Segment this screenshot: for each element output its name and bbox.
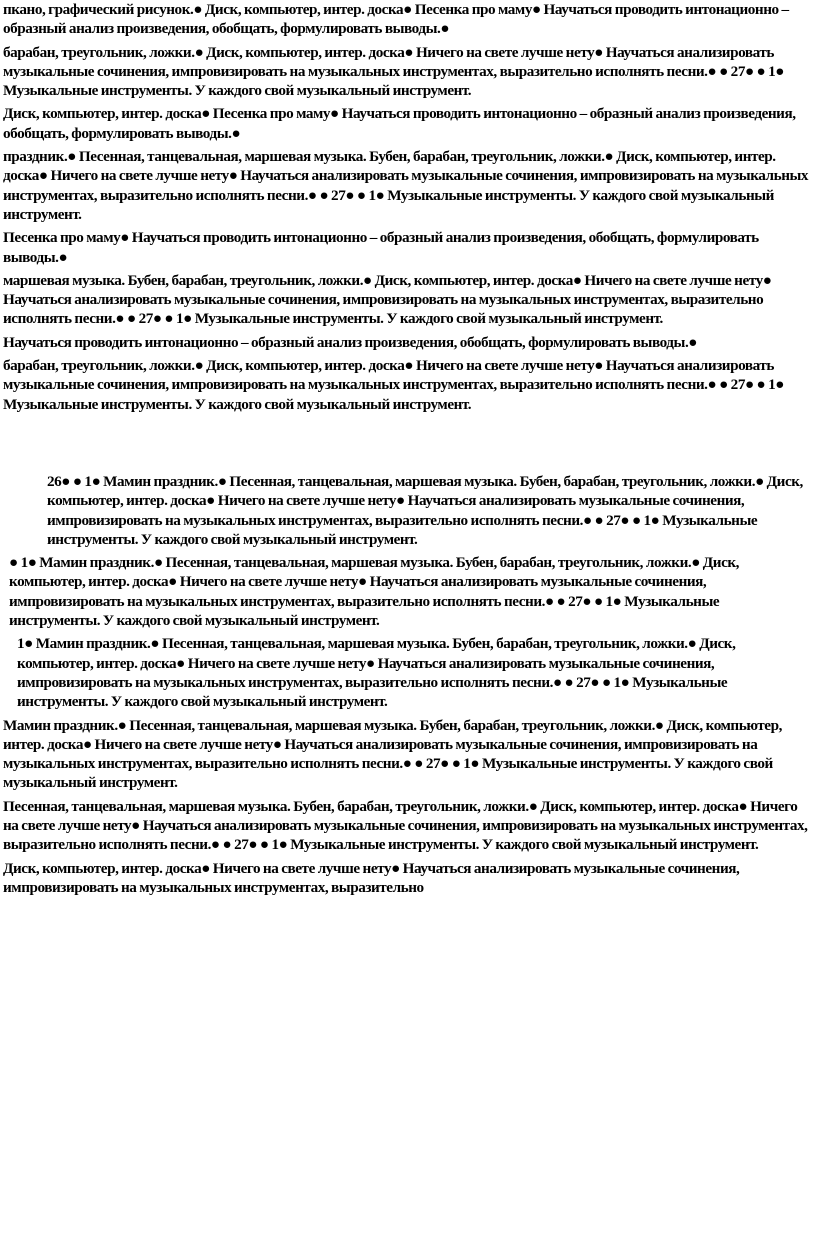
paragraph: Мамин праздник.● Песенная, танцевальная, маршевая музыка. Бубен, барабан, треугольник, ложки.● Диск, компьютер, интер. доска● Ничего на свете лучше нету● Научаться анализировать музыкальные сочинения, импровизировать на музыкальных инструментах, выразительно исполнять песни.● ● 27● ● 1● Музыкальные инструменты. У каждого свой музыкальный инструмент. (3, 716, 782, 792)
paragraph: Песенная, танцевальная, маршевая музыка. Бубен, барабан, треугольник, ложки.● Диск, компьютер, интер. доска● Ничего на свете лучше нету● Научаться анализировать музыкальные сочинения, импровизировать на музыкальных инструментах, выразительно исполнять песни.● ● 27● ● 1● Музыкальные инструменты. У каждого свой музыкальный инструмент. (3, 797, 808, 854)
paragraph: 1● Мамин праздник.● Песенная, танцевальная, маршевая музыка. Бубен, барабан, треугольник, ложки.● Диск, компьютер, интер. доска● Ничего на свете лучше нету● Научаться анализировать музыкальные сочинения, импровизировать на музыкальных инструментах, выразительно исполнять песни.● ● 27● ● 1● Музыкальные инструменты. У каждого свой музыкальный инструмент. (17, 635, 736, 711)
paragraph: ● 1● Мамин праздник.● Песенная, танцевальная, маршевая музыка. Бубен, барабан, треугольник, ложки.● Диск, компьютер, интер. доска● Ничего на свете лучше нету● Научаться анализировать музыкальные сочинения, импровизировать на музыкальных инструментах, выразительно исполнять песни.● ● 27● ● 1● Музыкальные инструменты. У каждого свой музыкальный инструмент. (9, 554, 740, 630)
paragraph: барабан, треугольник, ложки.● Диск, компьютер, интер. доска● Ничего на свете лучше нету● Научаться анализировать музыкальные сочинения, импровизировать на музыкальных инструментах, выразительно исполнять песни.● ● 27● ● 1● Музыкальные инструменты. У каждого свой музыкальный инструмент. (3, 357, 784, 413)
paragraph: маршевая музыка. Бубен, барабан, треугольник, ложки.● Диск, компьютер, интер. доска● Ничего на свете лучше нету● Научаться анализировать музыкальные сочинения, импровизировать на музыкальных инструментах, выразительно исполнять песни.● ● 27● ● 1● Музыкальные инструменты. У каждого свой музыкальный инструмент. (3, 271, 772, 328)
paragraph: барабан, треугольник, ложки.● Диск, компьютер, интер. доска● Ничего на свете лучше нету● Научаться анализировать музыкальные сочинения, импровизировать на музыкальных инструментах, выразительно исполнять песни.● ● 27● ● 1● Музыкальные инструменты. У каждого свой музыкальный инструмент. (3, 43, 784, 100)
paragraph: Научаться проводить интонационно – образный анализ произведения, обобщать, формулировать выводы.● (3, 333, 698, 351)
paragraph: Песенка про маму● Научаться проводить интонационно – образный анализ произведения, обобщать, формулировать выводы.● (3, 229, 759, 266)
paragraph: 26● ● 1● Мамин праздник.● Песенная, танцевальная, маршевая музыка. Бубен, барабан, треугольник, ложки.● Диск, компьютер, интер. доска● Ничего на свете лучше нету● Научаться анализировать музыкальные сочинения, импровизировать на музыкальных инструментах, выразительно исполнять песни.● ● 27● ● 1● Музыкальные инструменты. У каждого свой музыкальный инструмент. (47, 472, 803, 548)
paragraph: Диск, компьютер, интер. доска● Песенка про маму● Научаться проводить интонационно – образный анализ произведения, обобщать, формулировать выводы.● (3, 105, 796, 142)
section-spacer (3, 418, 813, 472)
paragraph: пкано, графический рисунок.● Диск, компьютер, интер. доска● Песенка про маму● Научаться проводить интонационно – образный анализ произведения, обобщать, формулировать выводы.● (3, 1, 789, 38)
paragraph: Диск, компьютер, интер. доска● Ничего на свете лучше нету● Научаться анализировать музыкальные сочинения, импровизировать на музыкальных инструментах, выразительно (3, 859, 740, 896)
paragraph: праздник.● Песенная, танцевальная, маршевая музыка. Бубен, барабан, треугольник, ложки.● Диск, компьютер, интер. доска● Ничего на свете лучше нету● Научаться анализировать музыкальные сочинения, импровизировать на музыкальных инструментах, выразительно исполнять песни.● ● 27● ● 1● Музыкальные инструменты. У каждого свой музыкальный инструмент. (3, 148, 809, 223)
